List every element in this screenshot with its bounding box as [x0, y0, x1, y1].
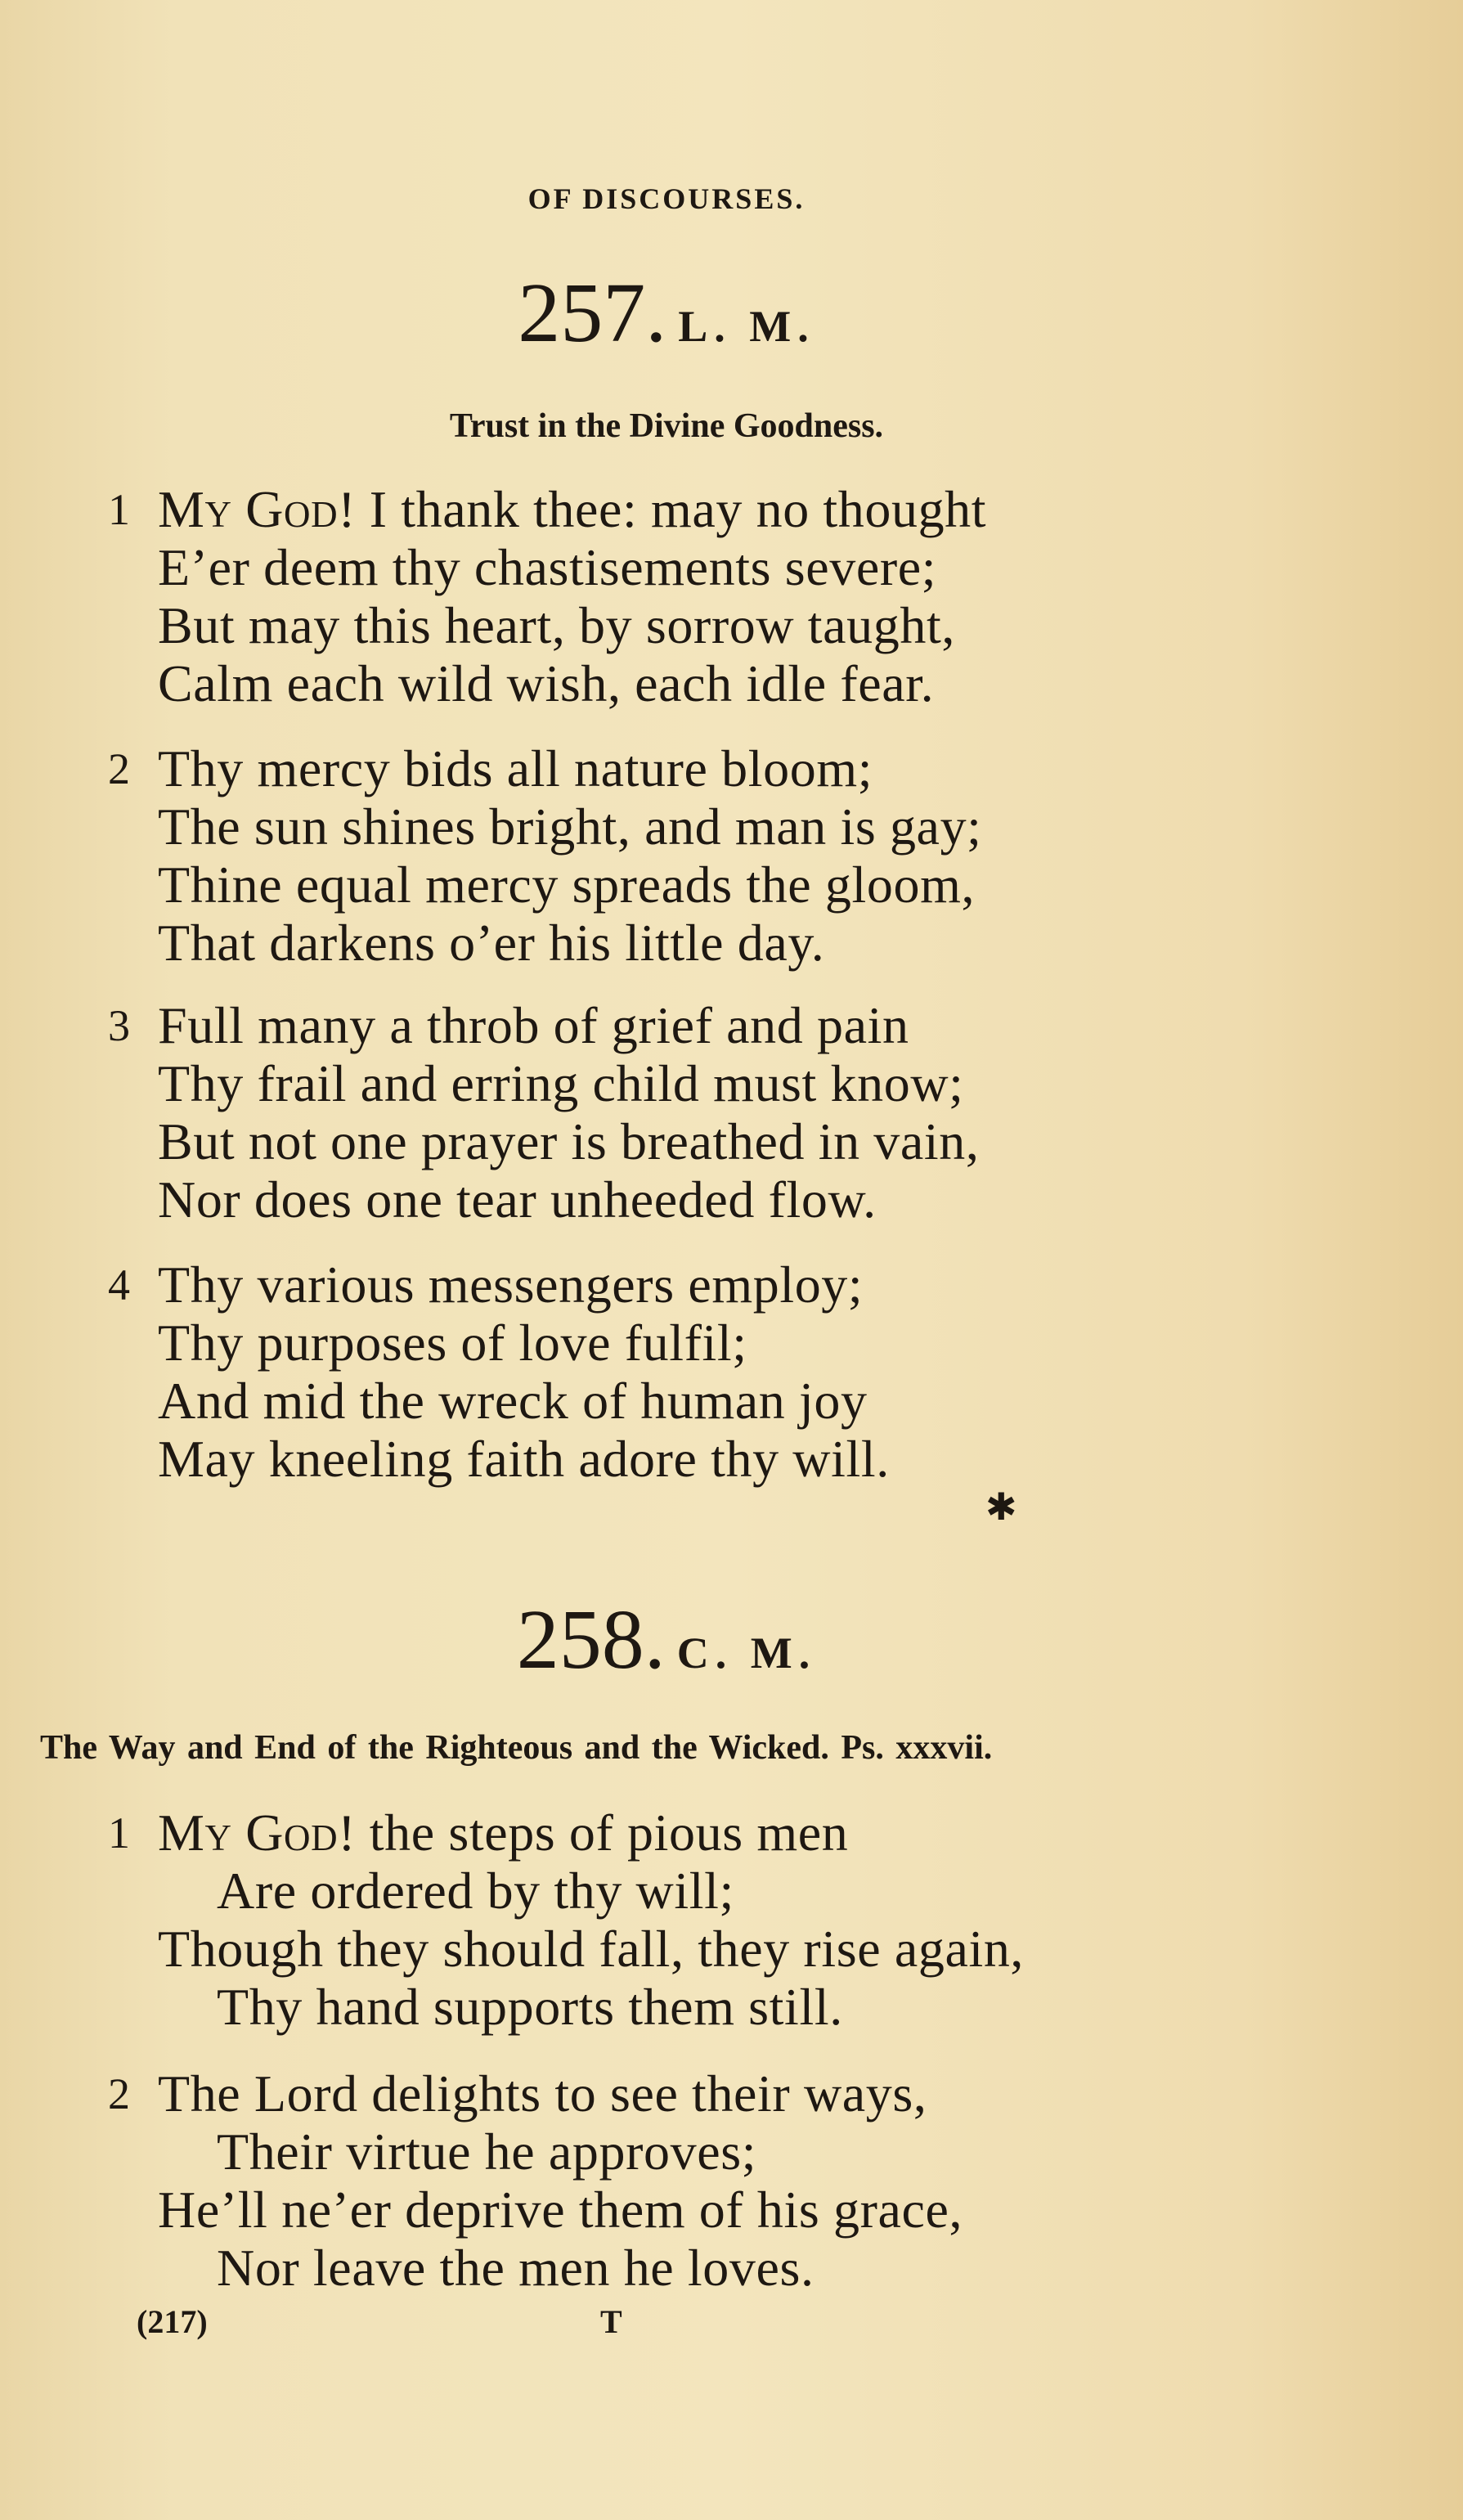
- signature-mark: T: [600, 2303, 622, 2340]
- hymn-number: 257.: [518, 266, 667, 360]
- verse-line: He’ll ne’er deprive them of his grace,: [158, 2181, 963, 2239]
- verse-line: Thine equal mercy spreads the gloom,: [158, 856, 976, 914]
- end-mark-asterisk: ✱: [985, 1486, 1017, 1528]
- hymn-257-heading: [0, 268, 1333, 371]
- verse-line: But may this heart, by sorrow taught,: [158, 596, 955, 654]
- verse-line: Thy purposes of love fulfil;: [158, 1314, 747, 1372]
- small-caps-text: My God: [158, 1804, 339, 1862]
- hymn-number: 258.: [516, 1592, 666, 1687]
- small-caps-text: My God: [158, 480, 339, 538]
- verse-line: Nor does one tear unheeded flow.: [158, 1170, 877, 1229]
- verse-number: 1: [108, 485, 130, 534]
- hymn-meter: C. M.: [676, 1628, 817, 1678]
- verse-line: And mid the wreck of human joy: [158, 1372, 868, 1430]
- verse-line: Thy mercy bids all nature bloom;: [158, 739, 873, 797]
- verse-line: Are ordered by thy will;: [217, 1862, 734, 1920]
- verse-line: Nor leave the men he loves.: [217, 2239, 815, 2297]
- verse-line: The Lord delights to see their ways,: [158, 2064, 927, 2122]
- verse-line: Thy hand supports them still.: [217, 1978, 843, 2036]
- verse-line: Though they should fall, they rise again,: [158, 1920, 1025, 1978]
- verse-number: 3: [108, 1001, 130, 1050]
- verse-line: My God! the steps of pious men: [158, 1804, 849, 1862]
- verse-line: May kneeling faith adore thy will.: [158, 1430, 890, 1488]
- hymn-258-heading: [0, 1592, 1333, 1698]
- verse-line: Calm each wild wish, each idle fear.: [158, 654, 935, 712]
- hymn-meter: L. M.: [678, 302, 815, 351]
- verse-line: Full many a throb of grief and pain: [158, 996, 909, 1054]
- verse-number: 2: [108, 2069, 130, 2118]
- verse-line: But not one prayer is breathed in vain,: [158, 1112, 980, 1170]
- verse-number: 4: [108, 1260, 130, 1309]
- verse-line: That darkens o’er his little day.: [158, 914, 825, 972]
- verse-line: The sun shines bright, and man is gay;: [158, 797, 982, 856]
- page-number: (217): [137, 2303, 208, 2340]
- verse-number: 1: [108, 1808, 130, 1857]
- verse-line: Thy frail and erring child must know;: [158, 1054, 964, 1112]
- verse-line: Their virtue he approves;: [217, 2122, 757, 2181]
- hymn-257-title: Trust in the Divine Goodness.: [449, 407, 884, 445]
- verse-line: My God! I thank thee: may no thought: [158, 480, 987, 538]
- hymn-258-title: The Way and End of the Righteous and the Wicked. Ps. xxxvii.: [40, 1729, 993, 1767]
- verse-line: Thy various messengers employ;: [158, 1256, 864, 1314]
- verse-line: E’er deem thy chastisements severe;: [158, 538, 937, 596]
- verse-number: 2: [108, 744, 130, 793]
- running-head: OF DISCOURSES.: [527, 182, 806, 215]
